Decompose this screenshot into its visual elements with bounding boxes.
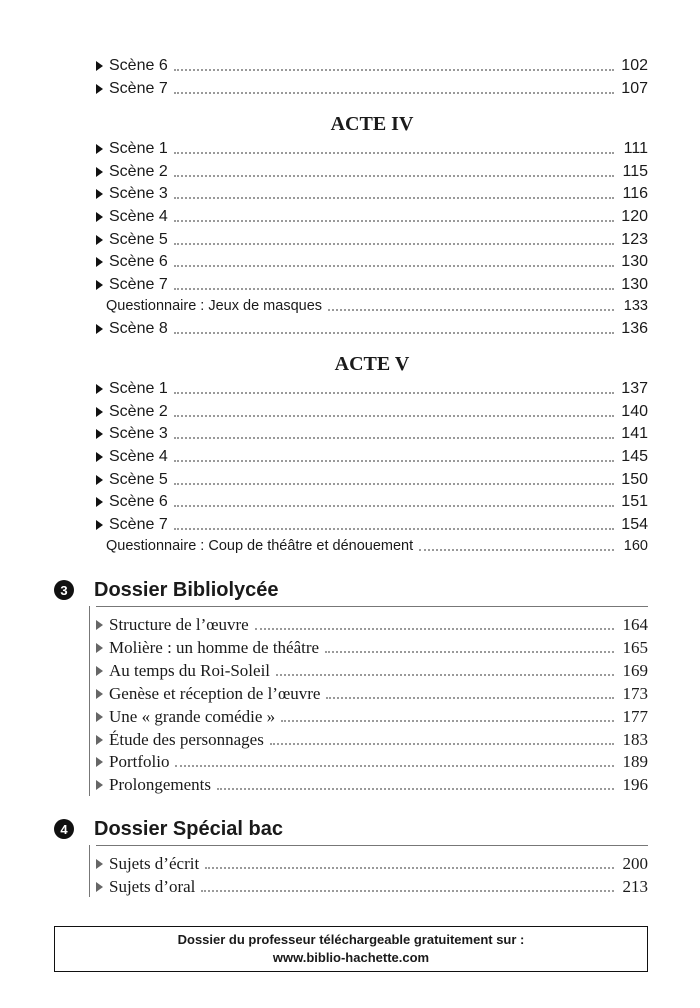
toc-entry-label: Molière : un homme de théâtre bbox=[109, 638, 320, 657]
triangle-bullet-icon bbox=[96, 520, 103, 530]
triangle-bullet-icon bbox=[96, 475, 103, 485]
toc-entry-label: Une « grande comédie » bbox=[109, 707, 276, 726]
toc-entry-label: Scène 6 bbox=[109, 57, 168, 74]
triangle-bullet-icon bbox=[96, 257, 103, 267]
toc-page-number: 102 bbox=[621, 57, 648, 74]
toc-entry[interactable] bbox=[96, 378, 648, 400]
triangle-bullet-icon bbox=[96, 689, 103, 699]
dot-leader bbox=[326, 697, 614, 699]
toc-entry-label: Scène 3 bbox=[109, 425, 168, 442]
toc-page-number: 189 bbox=[622, 752, 648, 771]
dot-leader bbox=[174, 92, 614, 94]
toc-entry[interactable] bbox=[96, 251, 648, 273]
toc-entry[interactable] bbox=[96, 78, 648, 100]
toc-entry[interactable] bbox=[96, 660, 648, 682]
toc-entry[interactable] bbox=[96, 637, 648, 659]
toc-entry-label: Scène 2 bbox=[109, 163, 168, 180]
toc-entry-label: Scène 3 bbox=[109, 185, 168, 202]
toc-entry-label: Genèse et réception de l’œuvre bbox=[109, 684, 321, 703]
section-heading[interactable] bbox=[54, 815, 648, 843]
toc-entry-label: Scène 7 bbox=[109, 80, 168, 97]
toc-page-number: 164 bbox=[622, 615, 648, 634]
section-side-rule bbox=[89, 845, 90, 897]
toc-entry-label: Prolongements bbox=[109, 775, 211, 794]
dot-leader bbox=[174, 152, 614, 154]
triangle-bullet-icon bbox=[96, 144, 103, 154]
toc-page-number: 120 bbox=[621, 208, 648, 225]
toc-page-number: 141 bbox=[621, 425, 648, 442]
toc-page-number: 137 bbox=[621, 380, 648, 397]
triangle-bullet-icon bbox=[96, 429, 103, 439]
triangle-bullet-icon bbox=[96, 757, 103, 767]
toc-page-number: 111 bbox=[623, 140, 648, 157]
toc-entry-label: Scène 6 bbox=[109, 253, 168, 270]
dot-leader bbox=[174, 69, 614, 71]
toc-entry[interactable] bbox=[96, 706, 648, 728]
toc-entry[interactable] bbox=[96, 853, 648, 875]
toc-entry[interactable] bbox=[96, 318, 648, 340]
triangle-bullet-icon bbox=[96, 882, 103, 892]
toc-entry-label: Scène 8 bbox=[109, 320, 168, 337]
toc-entry-label: Scène 4 bbox=[109, 448, 168, 465]
toc-entry[interactable] bbox=[96, 729, 648, 751]
triangle-bullet-icon bbox=[96, 643, 103, 653]
toc-page-number: 136 bbox=[621, 320, 648, 337]
toc-entry[interactable] bbox=[96, 401, 648, 423]
toc-page-number: 133 bbox=[623, 298, 648, 314]
act-heading: ACTE IV bbox=[330, 113, 414, 135]
triangle-bullet-icon bbox=[96, 84, 103, 94]
toc-page-number: 160 bbox=[623, 538, 648, 554]
toc-page-number: 213 bbox=[622, 877, 648, 896]
toc-entry-label: Scène 5 bbox=[109, 471, 168, 488]
toc-entry[interactable] bbox=[96, 423, 648, 445]
dot-leader bbox=[174, 483, 614, 485]
triangle-bullet-icon bbox=[96, 452, 103, 462]
toc-entry[interactable] bbox=[96, 614, 648, 636]
dot-leader bbox=[281, 720, 614, 722]
section-heading[interactable] bbox=[54, 576, 648, 604]
toc-entry-label: Portfolio bbox=[109, 752, 170, 771]
section-side-rule bbox=[89, 606, 90, 796]
toc-entry[interactable] bbox=[96, 206, 648, 228]
triangle-bullet-icon bbox=[96, 666, 103, 676]
toc-entry-label: Questionnaire : Coup de théâtre et dénouement bbox=[106, 538, 414, 554]
triangle-bullet-icon bbox=[96, 324, 103, 334]
dot-leader bbox=[217, 788, 614, 790]
dot-leader bbox=[174, 197, 614, 199]
toc-entry-label: Sujets d’écrit bbox=[109, 854, 200, 873]
dot-leader bbox=[174, 265, 614, 267]
dot-leader bbox=[205, 867, 614, 869]
toc-page-number: 151 bbox=[621, 493, 648, 510]
toc-entry-label: Scène 5 bbox=[109, 231, 168, 248]
toc-entry-label: Scène 6 bbox=[109, 493, 168, 510]
toc-entry[interactable] bbox=[96, 229, 648, 251]
toc-page-number: 115 bbox=[622, 163, 648, 180]
triangle-bullet-icon bbox=[96, 407, 103, 417]
toc-entry-label: Sujets d’oral bbox=[109, 877, 196, 896]
toc-entry-label: Étude des personnages bbox=[109, 730, 264, 749]
toc-entry-label: Questionnaire : Jeux de masques bbox=[106, 298, 323, 314]
toc-page-number: 130 bbox=[621, 253, 648, 270]
dot-leader bbox=[174, 528, 614, 530]
toc-page-number: 116 bbox=[622, 185, 648, 202]
dot-leader bbox=[325, 651, 614, 653]
section-number-badge: 3 bbox=[54, 580, 74, 600]
triangle-bullet-icon bbox=[96, 780, 103, 790]
footer-notice-box bbox=[54, 926, 648, 972]
toc-entry-label: Scène 1 bbox=[109, 140, 168, 157]
dot-leader bbox=[174, 220, 614, 222]
section-number-badge: 4 bbox=[54, 819, 74, 839]
triangle-bullet-icon bbox=[96, 212, 103, 222]
toc-subentry[interactable] bbox=[106, 295, 648, 317]
toc-entry[interactable] bbox=[96, 274, 648, 296]
footer-website-link[interactable]: www.biblio-hachette.com bbox=[272, 950, 430, 965]
toc-entry-label: Scène 1 bbox=[109, 380, 168, 397]
triangle-bullet-icon bbox=[96, 712, 103, 722]
toc-entry[interactable] bbox=[96, 138, 648, 160]
section-divider bbox=[96, 606, 648, 607]
toc-page-number: 177 bbox=[622, 707, 648, 726]
toc-page-number: 154 bbox=[621, 516, 648, 533]
dot-leader bbox=[174, 332, 614, 334]
dot-leader bbox=[174, 243, 614, 245]
section-divider bbox=[96, 845, 648, 846]
dot-leader bbox=[174, 415, 614, 417]
toc-entry[interactable] bbox=[96, 446, 648, 468]
dot-leader bbox=[174, 392, 614, 394]
dot-leader bbox=[419, 549, 614, 551]
toc-page-number: 196 bbox=[622, 775, 648, 794]
toc-entry-label: Scène 7 bbox=[109, 516, 168, 533]
toc-entry-label: Scène 2 bbox=[109, 403, 168, 420]
toc-entry[interactable] bbox=[96, 514, 648, 536]
toc-page-number: 173 bbox=[622, 684, 648, 703]
dot-leader bbox=[174, 505, 614, 507]
triangle-bullet-icon bbox=[96, 167, 103, 177]
toc-page-number: 123 bbox=[621, 231, 648, 248]
toc-entry[interactable] bbox=[96, 683, 648, 705]
dot-leader bbox=[174, 175, 614, 177]
dot-leader bbox=[328, 309, 614, 311]
toc-entry[interactable] bbox=[96, 876, 648, 898]
triangle-bullet-icon bbox=[96, 280, 103, 290]
triangle-bullet-icon bbox=[96, 735, 103, 745]
dot-leader bbox=[174, 460, 614, 462]
triangle-bullet-icon bbox=[96, 235, 103, 245]
dot-leader bbox=[174, 288, 614, 290]
dot-leader bbox=[201, 890, 614, 892]
footer-notice-line: Dossier du professeur téléchargeable gratuitement sur : bbox=[177, 932, 525, 947]
toc-entry[interactable] bbox=[96, 491, 648, 513]
toc-entry[interactable] bbox=[96, 469, 648, 491]
toc-page-number: 140 bbox=[621, 403, 648, 420]
toc-page-number: 183 bbox=[622, 730, 648, 749]
act-heading: ACTE V bbox=[334, 353, 410, 375]
toc-entry[interactable] bbox=[96, 55, 648, 77]
section-title: Dossier Spécial bac bbox=[94, 817, 283, 840]
triangle-bullet-icon bbox=[96, 497, 103, 507]
toc-entry-label: Scène 4 bbox=[109, 208, 168, 225]
triangle-bullet-icon bbox=[96, 61, 103, 71]
toc-entry[interactable] bbox=[96, 774, 648, 796]
toc-page-number: 130 bbox=[621, 276, 648, 293]
toc-page-number: 200 bbox=[622, 854, 648, 873]
toc-entry-label: Scène 7 bbox=[109, 276, 168, 293]
toc-entry[interactable] bbox=[96, 183, 648, 205]
triangle-bullet-icon bbox=[96, 620, 103, 630]
dot-leader bbox=[255, 628, 614, 630]
toc-page-number: 169 bbox=[622, 661, 648, 680]
toc-entry[interactable] bbox=[96, 751, 648, 773]
dot-leader bbox=[175, 765, 614, 767]
dot-leader bbox=[276, 674, 614, 676]
toc-page-number: 165 bbox=[622, 638, 648, 657]
dot-leader bbox=[270, 743, 614, 745]
toc-subentry[interactable] bbox=[106, 535, 648, 557]
toc-entry-label: Au temps du Roi-Soleil bbox=[109, 661, 271, 680]
toc-entry-label: Structure de l’œuvre bbox=[109, 615, 249, 634]
toc-page-number: 107 bbox=[621, 80, 648, 97]
triangle-bullet-icon bbox=[96, 189, 103, 199]
section-title: Dossier Bibliolycée bbox=[94, 578, 279, 601]
dot-leader bbox=[174, 437, 614, 439]
triangle-bullet-icon bbox=[96, 384, 103, 394]
toc-page-number: 150 bbox=[621, 471, 648, 488]
triangle-bullet-icon bbox=[96, 859, 103, 869]
toc-entry[interactable] bbox=[96, 161, 648, 183]
toc-page-number: 145 bbox=[621, 448, 648, 465]
